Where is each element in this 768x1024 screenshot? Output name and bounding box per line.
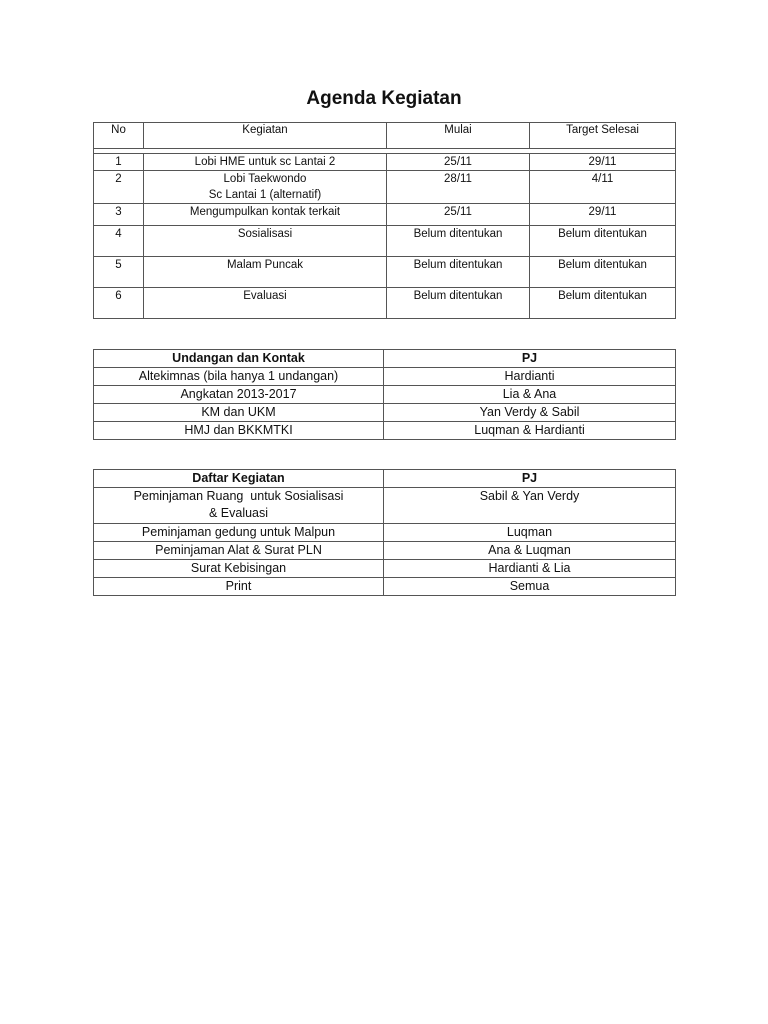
- table-header-row: [94, 470, 676, 488]
- cell-item: Peminjaman Alat & Surat PLN: [94, 542, 384, 560]
- cell-mulai: Belum ditentukan: [387, 226, 530, 257]
- cell-no: 4: [94, 226, 144, 257]
- cell-item: Print: [94, 578, 384, 596]
- cell-pj: Semua: [384, 578, 676, 596]
- cell-pj: Hardianti: [384, 368, 676, 386]
- cell-target: Belum ditentukan: [530, 288, 676, 319]
- header-target-selesai: Target Selesai: [530, 123, 676, 149]
- cell-no: 1: [94, 154, 144, 171]
- cell-mulai: 28/11: [387, 171, 530, 204]
- cell-target: Belum ditentukan: [530, 257, 676, 288]
- cell-pj: Lia & Ana: [384, 386, 676, 404]
- table-row: [94, 226, 676, 257]
- table-row: [94, 257, 676, 288]
- cell-mulai: Belum ditentukan: [387, 288, 530, 319]
- table-row: [94, 386, 676, 404]
- table-row: [94, 404, 676, 422]
- cell-mulai: 25/11: [387, 204, 530, 226]
- header-pj: PJ: [384, 350, 676, 368]
- cell-item: Peminjaman gedung untuk Malpun: [94, 524, 384, 542]
- undangan-table: [93, 349, 676, 440]
- cell-kegiatan-line2: Sc Lantai 1 (alternatif): [208, 189, 322, 201]
- table-row: [94, 422, 676, 440]
- cell-pj: Sabil & Yan Verdy: [384, 488, 676, 524]
- cell-pj: Luqman: [384, 524, 676, 542]
- table-row: [94, 560, 676, 578]
- cell-pj: Hardianti & Lia: [384, 560, 676, 578]
- cell-item-line2: & Evaluasi: [208, 506, 269, 520]
- table-row: [94, 171, 676, 204]
- cell-target: 29/11: [530, 154, 676, 171]
- cell-mulai: 25/11: [387, 154, 530, 171]
- cell-pj: Luqman & Hardianti: [384, 422, 676, 440]
- daftar-kegiatan-table: [93, 469, 676, 596]
- cell-target: 4/11: [530, 171, 676, 204]
- cell-kegiatan: Lobi HME untuk sc Lantai 2: [144, 154, 387, 171]
- cell-pj: Ana & Luqman: [384, 542, 676, 560]
- cell-item: HMJ dan BKKMTKI: [94, 422, 384, 440]
- header-undangan: Undangan dan Kontak: [94, 350, 384, 368]
- cell-pj: Yan Verdy & Sabil: [384, 404, 676, 422]
- table-row: [94, 288, 676, 319]
- header-daftar-kegiatan: Daftar Kegiatan: [94, 470, 384, 488]
- cell-no: 5: [94, 257, 144, 288]
- cell-kegiatan: Sosialisasi: [144, 226, 387, 257]
- cell-target: 29/11: [530, 204, 676, 226]
- header-mulai: Mulai: [387, 123, 530, 149]
- cell-no: 3: [94, 204, 144, 226]
- header-kegiatan: Kegiatan: [144, 123, 387, 149]
- cell-kegiatan: Evaluasi: [144, 288, 387, 319]
- table-row: [94, 204, 676, 226]
- cell-item: KM dan UKM: [94, 404, 384, 422]
- cell-item: Altekimnas (bila hanya 1 undangan): [94, 368, 384, 386]
- cell-mulai: Belum ditentukan: [387, 257, 530, 288]
- cell-item: [94, 488, 384, 524]
- table-header-row: [94, 123, 676, 149]
- table-row: [94, 542, 676, 560]
- cell-item: Surat Kebisingan: [94, 560, 384, 578]
- header-pj: PJ: [384, 470, 676, 488]
- cell-kegiatan-line1: Lobi Taekwondo: [223, 173, 307, 185]
- agenda-table: [93, 122, 676, 319]
- cell-kegiatan: Mengumpulkan kontak terkait: [144, 204, 387, 226]
- page-title: Agenda Kegiatan: [306, 88, 462, 109]
- table-row: [94, 524, 676, 542]
- cell-no: 6: [94, 288, 144, 319]
- header-no: No: [94, 123, 144, 149]
- cell-no: 2: [94, 171, 144, 204]
- table-header-row: [94, 350, 676, 368]
- table-row: [94, 488, 676, 524]
- table-row: [94, 368, 676, 386]
- cell-item: Angkatan 2013-2017: [94, 386, 384, 404]
- cell-kegiatan: Malam Puncak: [144, 257, 387, 288]
- cell-target: Belum ditentukan: [530, 226, 676, 257]
- cell-item-line1: Peminjaman Ruang untuk Sosialisasi: [133, 489, 344, 503]
- cell-kegiatan: [144, 171, 387, 204]
- table-row: [94, 578, 676, 596]
- table-row: [94, 154, 676, 171]
